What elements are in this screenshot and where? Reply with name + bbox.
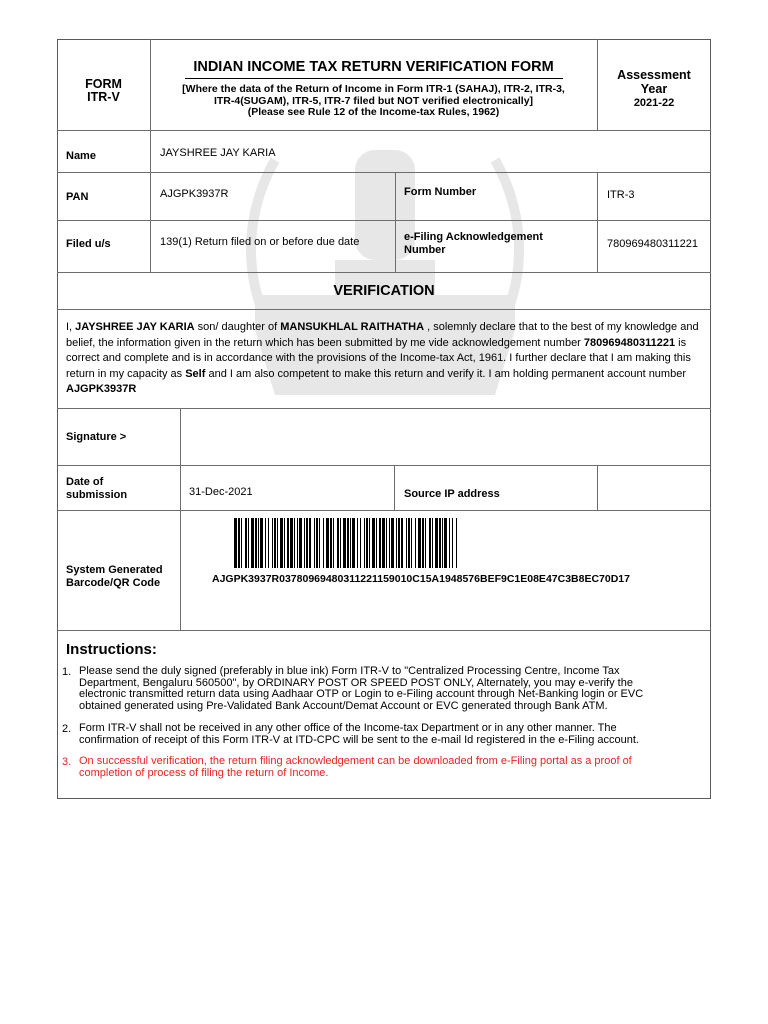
form-label-line1: FORM: [85, 77, 122, 91]
barcode-text: AJGPK3937R03780969480311221159010C15A1948576BEF9C1E08E47C3B8EC70D17: [212, 573, 630, 585]
col-divider: [394, 465, 395, 510]
statement-pan: AJGPK3937R: [66, 383, 137, 396]
statement-text: I,: [66, 321, 76, 333]
ack-label-line2: Number: [404, 244, 446, 256]
ay-label-line2: Year: [640, 81, 668, 96]
filed-us-value: 139(1) Return filed on or before due date: [160, 236, 360, 248]
form-number-label: Form Number: [404, 186, 477, 198]
name-label: Name: [66, 150, 96, 162]
ack-number-label: [404, 231, 543, 257]
signature-box: [181, 409, 711, 465]
subtitle-line1: [Where the data of the Return of Income in Form ITR-1 (SAHAJ), ITR-2, ITR-3,: [182, 83, 565, 95]
date-label-line1: Date of: [66, 476, 104, 488]
verification-statement: [66, 320, 706, 398]
barcode-label-line2: Barcode/QR Code: [66, 576, 161, 589]
instructions-heading: Instructions:: [66, 641, 157, 658]
date-of-submission-value: 31-Dec-2021: [189, 486, 253, 498]
pan-label: PAN: [66, 191, 89, 203]
statement-text: is correct and complete and is in accordance with the provisions of the Income-tax Act, 1961. I further declare that I am making this return in my capacity as: [66, 336, 691, 380]
row-divider: [57, 172, 711, 173]
statement-ack-number: 780969480311221: [583, 336, 676, 349]
assessment-year-value: 2021-22: [633, 97, 675, 109]
verification-heading: VERIFICATION: [333, 283, 435, 299]
name-value: JAYSHREE JAY KARIA: [160, 147, 276, 159]
row-divider: [57, 309, 711, 310]
title-underline: [185, 78, 563, 79]
statement-text: and I am also competent to make this return and verify it. I am holding permanent account number: [205, 367, 686, 380]
instruction-number: 2.: [62, 723, 72, 735]
form-label-line2: ITR-V: [87, 90, 120, 104]
subtitle-line3: (Please see Rule 12 of the Income-tax Rules, 1962): [247, 106, 500, 118]
barcode-label-line1: System Generated: [66, 564, 163, 576]
ay-label-line1: Assessment: [617, 68, 691, 82]
form-number-value: ITR-3: [607, 189, 635, 201]
col-divider: [597, 172, 598, 272]
capacity: Self: [185, 367, 206, 380]
form-title: INDIAN INCOME TAX RETURN VERIFICATION FORM: [193, 59, 554, 75]
father-name: MANSUKHLAL RAITHATHA: [280, 321, 425, 333]
ack-label-line1: e-Filing Acknowledgement: [404, 231, 543, 243]
form-subtitle: [150, 84, 597, 119]
row-divider: [57, 220, 711, 221]
declarant-name: JAYSHREE JAY KARIA: [75, 321, 195, 333]
row-divider: [57, 465, 711, 466]
ack-number-value: 780969480311221: [607, 238, 698, 250]
barcode-label: [66, 564, 163, 589]
statement-text: , solemnly declare that to the best of my knowledge and belief, the information given in the return which has been submitted by me vide acknowledgement number: [66, 321, 699, 349]
form-label: [57, 78, 150, 104]
row-divider: [57, 130, 711, 131]
date-label-line2: submission: [66, 488, 128, 501]
col-divider: [395, 172, 396, 272]
instruction-text: Please send the duly signed (preferably in blue ink) Form ITR-V to "Centralized Processing Centre, Income Tax Department, Bengaluru 560500", by ORDINARY POST OR SPEED POST ONLY, Alternately, you may e-verify the electronic transmitted return data using Aadhaar OTP or Login to e-Filing account through Net-Banking login or EVC obtained generated using Pre-Validated Bank Account/Demat Account or EVC generated through Bank ATM.: [79, 665, 644, 712]
statement-text: son/ daughter of: [194, 321, 281, 333]
row-divider: [57, 510, 711, 511]
subtitle-line2: ITR-4(SUGAM), ITR-5, ITR-7 filed but NOT verified electronically]: [213, 94, 534, 107]
instruction-number: 3.: [62, 756, 72, 768]
instruction-number: 1.: [62, 666, 72, 678]
row-divider: [57, 630, 711, 631]
instruction-text: On successful verification, the return filing acknowledgement can be downloaded from e-Filing portal as a proof of completion of process of filing the return of Income.: [79, 755, 632, 779]
pan-value: AJGPK3937R: [160, 188, 229, 200]
source-ip-label: Source IP address: [404, 488, 500, 500]
assessment-year-label: [597, 69, 711, 96]
barcode-image: [234, 518, 460, 568]
filed-us-label: Filed u/s: [66, 238, 111, 250]
date-of-submission-label: [66, 476, 127, 501]
signature-label: Signature >: [66, 431, 127, 443]
instruction-text: Form ITR-V shall not be received in any other office of the Income-tax Department or in any other manner. The confirmation of receipt of this Form ITR-V at ITD-CPC will be sent to the e-mail Id registered in the e-Filing account.: [79, 722, 639, 746]
row-divider: [57, 272, 711, 273]
col-divider: [597, 465, 598, 510]
barcode-bar: [457, 518, 458, 568]
